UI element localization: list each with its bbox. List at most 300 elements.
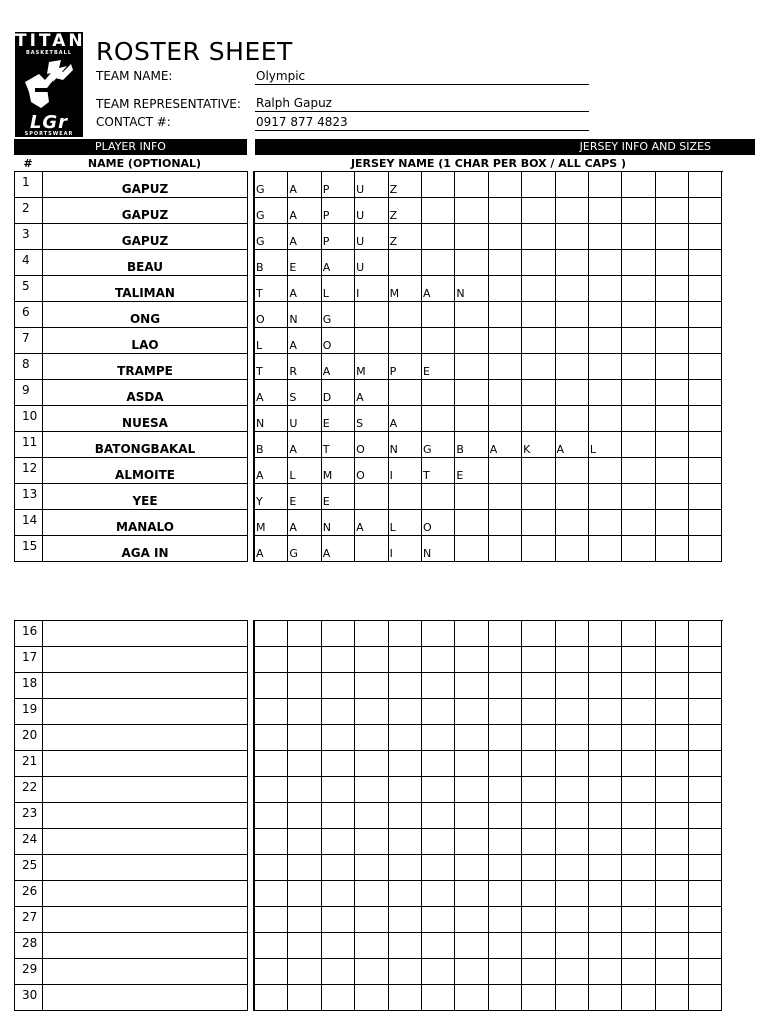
jersey-char-box[interactable] bbox=[489, 276, 522, 302]
jersey-char-box[interactable] bbox=[589, 510, 622, 536]
jersey-char-box[interactable] bbox=[622, 172, 655, 198]
jersey-char-box[interactable] bbox=[589, 907, 622, 933]
jersey-char-box[interactable] bbox=[589, 751, 622, 777]
jersey-char-box[interactable] bbox=[656, 673, 689, 699]
jersey-char-box[interactable]: T bbox=[322, 432, 355, 458]
jersey-char-box[interactable]: U bbox=[355, 224, 388, 250]
jersey-char-box[interactable] bbox=[489, 224, 522, 250]
jersey-char-box[interactable]: O bbox=[255, 302, 288, 328]
jersey-char-box[interactable] bbox=[556, 276, 589, 302]
jersey-char-box[interactable] bbox=[522, 276, 555, 302]
jersey-char-box[interactable]: P bbox=[322, 198, 355, 224]
jersey-char-box[interactable] bbox=[689, 829, 722, 855]
jersey-char-box[interactable] bbox=[622, 250, 655, 276]
player-name-cell[interactable]: ONG bbox=[43, 302, 248, 328]
player-name-cell[interactable] bbox=[43, 647, 248, 673]
jersey-char-box[interactable] bbox=[556, 536, 589, 562]
jersey-char-box[interactable] bbox=[522, 699, 555, 725]
jersey-char-box[interactable] bbox=[255, 725, 288, 751]
jersey-char-box[interactable] bbox=[422, 172, 455, 198]
player-name-cell[interactable] bbox=[43, 621, 248, 647]
jersey-char-box[interactable] bbox=[622, 907, 655, 933]
jersey-char-box[interactable] bbox=[522, 751, 555, 777]
jersey-char-box[interactable] bbox=[656, 484, 689, 510]
player-name-cell[interactable] bbox=[43, 829, 248, 855]
jersey-char-box[interactable]: U bbox=[288, 406, 321, 432]
jersey-char-box[interactable] bbox=[589, 725, 622, 751]
jersey-char-box[interactable] bbox=[589, 354, 622, 380]
jersey-char-box[interactable] bbox=[422, 751, 455, 777]
jersey-char-box[interactable] bbox=[656, 829, 689, 855]
jersey-char-box[interactable] bbox=[489, 172, 522, 198]
jersey-char-box[interactable] bbox=[389, 907, 422, 933]
jersey-char-box[interactable] bbox=[455, 406, 488, 432]
jersey-char-box[interactable] bbox=[455, 536, 488, 562]
jersey-char-box[interactable] bbox=[322, 959, 355, 985]
player-name-cell[interactable]: TRAMPE bbox=[43, 354, 248, 380]
jersey-char-box[interactable] bbox=[355, 484, 388, 510]
jersey-char-box[interactable]: Z bbox=[389, 198, 422, 224]
jersey-char-box[interactable] bbox=[622, 198, 655, 224]
jersey-char-box[interactable] bbox=[489, 881, 522, 907]
jersey-char-box[interactable]: M bbox=[389, 276, 422, 302]
jersey-char-box[interactable] bbox=[455, 328, 488, 354]
player-name-cell[interactable]: GAPUZ bbox=[43, 224, 248, 250]
jersey-char-box[interactable] bbox=[656, 803, 689, 829]
jersey-char-box[interactable] bbox=[589, 172, 622, 198]
jersey-char-box[interactable] bbox=[689, 510, 722, 536]
jersey-char-box[interactable] bbox=[322, 907, 355, 933]
jersey-char-box[interactable]: B bbox=[455, 432, 488, 458]
jersey-char-box[interactable] bbox=[556, 855, 589, 881]
jersey-char-box[interactable]: O bbox=[355, 432, 388, 458]
player-name-cell[interactable] bbox=[43, 959, 248, 985]
jersey-char-box[interactable] bbox=[455, 484, 488, 510]
player-name-cell[interactable] bbox=[43, 855, 248, 881]
jersey-char-box[interactable] bbox=[622, 881, 655, 907]
jersey-char-box[interactable]: A bbox=[255, 380, 288, 406]
jersey-char-box[interactable] bbox=[589, 224, 622, 250]
player-name-cell[interactable] bbox=[43, 803, 248, 829]
jersey-char-box[interactable]: A bbox=[288, 276, 321, 302]
jersey-char-box[interactable] bbox=[322, 647, 355, 673]
jersey-char-box[interactable] bbox=[656, 406, 689, 432]
jersey-char-box[interactable] bbox=[455, 647, 488, 673]
jersey-char-box[interactable] bbox=[288, 725, 321, 751]
jersey-char-box[interactable] bbox=[389, 647, 422, 673]
jersey-char-box[interactable] bbox=[489, 198, 522, 224]
jersey-char-box[interactable] bbox=[656, 250, 689, 276]
jersey-char-box[interactable] bbox=[522, 855, 555, 881]
jersey-char-box[interactable] bbox=[656, 458, 689, 484]
jersey-char-box[interactable] bbox=[656, 224, 689, 250]
jersey-char-box[interactable]: N bbox=[288, 302, 321, 328]
jersey-char-box[interactable] bbox=[556, 777, 589, 803]
jersey-char-box[interactable] bbox=[522, 484, 555, 510]
jersey-char-box[interactable] bbox=[522, 328, 555, 354]
jersey-char-box[interactable] bbox=[422, 829, 455, 855]
jersey-char-box[interactable] bbox=[255, 647, 288, 673]
jersey-char-box[interactable]: N bbox=[455, 276, 488, 302]
jersey-char-box[interactable] bbox=[422, 302, 455, 328]
jersey-char-box[interactable]: E bbox=[322, 406, 355, 432]
team-name-field[interactable]: Olympic bbox=[255, 69, 589, 85]
jersey-char-box[interactable] bbox=[422, 881, 455, 907]
jersey-char-box[interactable] bbox=[589, 276, 622, 302]
jersey-char-box[interactable] bbox=[489, 484, 522, 510]
jersey-char-box[interactable] bbox=[522, 803, 555, 829]
player-name-cell[interactable] bbox=[43, 777, 248, 803]
jersey-char-box[interactable] bbox=[255, 933, 288, 959]
jersey-char-box[interactable] bbox=[455, 250, 488, 276]
jersey-char-box[interactable] bbox=[589, 302, 622, 328]
jersey-char-box[interactable] bbox=[355, 777, 388, 803]
jersey-char-box[interactable] bbox=[656, 276, 689, 302]
jersey-char-box[interactable] bbox=[689, 484, 722, 510]
jersey-char-box[interactable] bbox=[489, 933, 522, 959]
player-name-cell[interactable]: BEAU bbox=[43, 250, 248, 276]
jersey-char-box[interactable] bbox=[489, 510, 522, 536]
jersey-char-box[interactable] bbox=[455, 907, 488, 933]
jersey-char-box[interactable] bbox=[489, 536, 522, 562]
jersey-char-box[interactable] bbox=[389, 803, 422, 829]
jersey-char-box[interactable] bbox=[389, 985, 422, 1011]
jersey-char-box[interactable] bbox=[689, 198, 722, 224]
jersey-char-box[interactable] bbox=[656, 881, 689, 907]
jersey-char-box[interactable] bbox=[389, 250, 422, 276]
jersey-char-box[interactable] bbox=[288, 777, 321, 803]
jersey-char-box[interactable] bbox=[556, 751, 589, 777]
jersey-char-box[interactable] bbox=[389, 725, 422, 751]
jersey-char-box[interactable] bbox=[422, 673, 455, 699]
jersey-char-box[interactable]: G bbox=[288, 536, 321, 562]
jersey-char-box[interactable] bbox=[455, 699, 488, 725]
jersey-char-box[interactable] bbox=[622, 959, 655, 985]
jersey-char-box[interactable] bbox=[422, 725, 455, 751]
jersey-char-box[interactable] bbox=[455, 224, 488, 250]
jersey-char-box[interactable] bbox=[255, 803, 288, 829]
jersey-char-box[interactable] bbox=[288, 933, 321, 959]
jersey-char-box[interactable] bbox=[355, 725, 388, 751]
jersey-char-box[interactable] bbox=[522, 907, 555, 933]
jersey-char-box[interactable] bbox=[556, 985, 589, 1011]
jersey-char-box[interactable] bbox=[556, 829, 589, 855]
jersey-char-box[interactable] bbox=[656, 907, 689, 933]
player-name-cell[interactable]: LAO bbox=[43, 328, 248, 354]
jersey-char-box[interactable]: L bbox=[288, 458, 321, 484]
jersey-char-box[interactable] bbox=[489, 328, 522, 354]
jersey-char-box[interactable] bbox=[622, 406, 655, 432]
jersey-char-box[interactable]: A bbox=[288, 328, 321, 354]
jersey-char-box[interactable] bbox=[455, 959, 488, 985]
jersey-char-box[interactable] bbox=[489, 458, 522, 484]
jersey-char-box[interactable] bbox=[322, 855, 355, 881]
jersey-char-box[interactable] bbox=[522, 458, 555, 484]
jersey-char-box[interactable] bbox=[522, 881, 555, 907]
jersey-char-box[interactable] bbox=[455, 725, 488, 751]
jersey-char-box[interactable] bbox=[422, 380, 455, 406]
jersey-char-box[interactable] bbox=[622, 699, 655, 725]
jersey-char-box[interactable]: A bbox=[355, 380, 388, 406]
jersey-char-box[interactable] bbox=[489, 985, 522, 1011]
jersey-char-box[interactable] bbox=[455, 751, 488, 777]
jersey-char-box[interactable]: Z bbox=[389, 172, 422, 198]
jersey-char-box[interactable]: A bbox=[288, 224, 321, 250]
jersey-char-box[interactable] bbox=[389, 484, 422, 510]
jersey-char-box[interactable]: R bbox=[288, 354, 321, 380]
jersey-char-box[interactable] bbox=[489, 751, 522, 777]
jersey-char-box[interactable] bbox=[689, 699, 722, 725]
jersey-char-box[interactable] bbox=[522, 933, 555, 959]
jersey-char-box[interactable] bbox=[422, 328, 455, 354]
jersey-char-box[interactable] bbox=[622, 647, 655, 673]
jersey-char-box[interactable] bbox=[556, 328, 589, 354]
jersey-char-box[interactable] bbox=[522, 380, 555, 406]
jersey-char-box[interactable]: I bbox=[389, 458, 422, 484]
jersey-char-box[interactable]: U bbox=[355, 250, 388, 276]
jersey-char-box[interactable]: N bbox=[422, 536, 455, 562]
jersey-char-box[interactable] bbox=[622, 985, 655, 1011]
jersey-char-box[interactable] bbox=[322, 777, 355, 803]
jersey-char-box[interactable] bbox=[389, 777, 422, 803]
jersey-char-box[interactable] bbox=[656, 302, 689, 328]
jersey-char-box[interactable]: E bbox=[422, 354, 455, 380]
jersey-char-box[interactable] bbox=[288, 829, 321, 855]
player-name-cell[interactable]: GAPUZ bbox=[43, 172, 248, 198]
jersey-char-box[interactable] bbox=[522, 302, 555, 328]
jersey-char-box[interactable] bbox=[622, 432, 655, 458]
jersey-char-box[interactable]: G bbox=[255, 172, 288, 198]
jersey-char-box[interactable] bbox=[522, 172, 555, 198]
jersey-char-box[interactable] bbox=[622, 458, 655, 484]
jersey-char-box[interactable] bbox=[589, 933, 622, 959]
jersey-char-box[interactable] bbox=[622, 621, 655, 647]
jersey-char-box[interactable] bbox=[489, 647, 522, 673]
jersey-char-box[interactable] bbox=[589, 673, 622, 699]
jersey-char-box[interactable] bbox=[589, 829, 622, 855]
jersey-char-box[interactable] bbox=[455, 777, 488, 803]
contact-field[interactable]: 0917 877 4823 bbox=[255, 115, 589, 131]
jersey-char-box[interactable] bbox=[489, 250, 522, 276]
jersey-char-box[interactable] bbox=[556, 406, 589, 432]
jersey-char-box[interactable] bbox=[389, 933, 422, 959]
jersey-char-box[interactable] bbox=[355, 855, 388, 881]
jersey-char-box[interactable] bbox=[689, 725, 722, 751]
jersey-char-box[interactable] bbox=[556, 621, 589, 647]
jersey-char-box[interactable] bbox=[656, 751, 689, 777]
jersey-char-box[interactable] bbox=[589, 328, 622, 354]
jersey-char-box[interactable] bbox=[689, 751, 722, 777]
jersey-char-box[interactable]: A bbox=[288, 510, 321, 536]
jersey-char-box[interactable] bbox=[556, 647, 589, 673]
jersey-char-box[interactable] bbox=[589, 250, 622, 276]
jersey-char-box[interactable] bbox=[489, 959, 522, 985]
jersey-char-box[interactable]: A bbox=[288, 198, 321, 224]
jersey-char-box[interactable] bbox=[288, 647, 321, 673]
jersey-char-box[interactable] bbox=[689, 328, 722, 354]
jersey-char-box[interactable] bbox=[322, 933, 355, 959]
jersey-char-box[interactable]: M bbox=[255, 510, 288, 536]
jersey-char-box[interactable] bbox=[656, 354, 689, 380]
jersey-char-box[interactable] bbox=[589, 803, 622, 829]
jersey-char-box[interactable] bbox=[656, 432, 689, 458]
jersey-char-box[interactable] bbox=[622, 484, 655, 510]
jersey-char-box[interactable]: E bbox=[288, 250, 321, 276]
jersey-char-box[interactable] bbox=[355, 302, 388, 328]
jersey-char-box[interactable] bbox=[689, 777, 722, 803]
jersey-char-box[interactable]: P bbox=[322, 224, 355, 250]
jersey-char-box[interactable] bbox=[355, 751, 388, 777]
jersey-char-box[interactable] bbox=[422, 803, 455, 829]
jersey-char-box[interactable] bbox=[589, 406, 622, 432]
jersey-char-box[interactable] bbox=[422, 855, 455, 881]
jersey-char-box[interactable]: O bbox=[422, 510, 455, 536]
jersey-char-box[interactable]: Z bbox=[389, 224, 422, 250]
jersey-char-box[interactable] bbox=[522, 621, 555, 647]
jersey-char-box[interactable] bbox=[355, 803, 388, 829]
jersey-char-box[interactable] bbox=[589, 536, 622, 562]
jersey-char-box[interactable]: I bbox=[355, 276, 388, 302]
jersey-char-box[interactable] bbox=[522, 985, 555, 1011]
jersey-char-box[interactable] bbox=[556, 250, 589, 276]
jersey-char-box[interactable] bbox=[489, 302, 522, 328]
jersey-char-box[interactable]: D bbox=[322, 380, 355, 406]
jersey-char-box[interactable] bbox=[422, 959, 455, 985]
jersey-char-box[interactable] bbox=[589, 647, 622, 673]
jersey-char-box[interactable]: O bbox=[355, 458, 388, 484]
jersey-char-box[interactable]: P bbox=[389, 354, 422, 380]
jersey-char-box[interactable] bbox=[622, 380, 655, 406]
jersey-char-box[interactable] bbox=[656, 855, 689, 881]
player-name-cell[interactable]: BATONGBAKAL bbox=[43, 432, 248, 458]
jersey-char-box[interactable] bbox=[689, 647, 722, 673]
jersey-char-box[interactable] bbox=[288, 959, 321, 985]
jersey-char-box[interactable] bbox=[656, 328, 689, 354]
jersey-char-box[interactable]: P bbox=[322, 172, 355, 198]
jersey-char-box[interactable] bbox=[556, 699, 589, 725]
jersey-char-box[interactable] bbox=[589, 985, 622, 1011]
jersey-char-box[interactable] bbox=[288, 751, 321, 777]
jersey-char-box[interactable] bbox=[622, 803, 655, 829]
jersey-char-box[interactable] bbox=[689, 933, 722, 959]
jersey-char-box[interactable] bbox=[355, 673, 388, 699]
jersey-char-box[interactable] bbox=[455, 621, 488, 647]
jersey-char-box[interactable]: L bbox=[589, 432, 622, 458]
jersey-char-box[interactable] bbox=[355, 985, 388, 1011]
jersey-char-box[interactable] bbox=[489, 621, 522, 647]
jersey-char-box[interactable] bbox=[255, 985, 288, 1011]
jersey-char-box[interactable] bbox=[522, 647, 555, 673]
jersey-char-box[interactable]: A bbox=[556, 432, 589, 458]
jersey-char-box[interactable] bbox=[455, 933, 488, 959]
jersey-char-box[interactable] bbox=[455, 829, 488, 855]
jersey-char-box[interactable] bbox=[489, 699, 522, 725]
jersey-char-box[interactable] bbox=[556, 302, 589, 328]
jersey-char-box[interactable] bbox=[422, 699, 455, 725]
jersey-char-box[interactable] bbox=[322, 725, 355, 751]
jersey-char-box[interactable]: A bbox=[255, 536, 288, 562]
jersey-char-box[interactable]: L bbox=[255, 328, 288, 354]
jersey-char-box[interactable] bbox=[422, 985, 455, 1011]
jersey-char-box[interactable] bbox=[389, 673, 422, 699]
jersey-char-box[interactable] bbox=[556, 803, 589, 829]
jersey-char-box[interactable] bbox=[288, 881, 321, 907]
jersey-char-box[interactable] bbox=[656, 621, 689, 647]
jersey-char-box[interactable]: A bbox=[489, 432, 522, 458]
jersey-char-box[interactable]: Y bbox=[255, 484, 288, 510]
jersey-char-box[interactable] bbox=[422, 224, 455, 250]
jersey-char-box[interactable] bbox=[522, 536, 555, 562]
jersey-char-box[interactable]: G bbox=[255, 198, 288, 224]
jersey-char-box[interactable] bbox=[389, 302, 422, 328]
jersey-char-box[interactable]: E bbox=[455, 458, 488, 484]
jersey-char-box[interactable] bbox=[622, 855, 655, 881]
jersey-char-box[interactable]: N bbox=[322, 510, 355, 536]
jersey-char-box[interactable] bbox=[288, 985, 321, 1011]
jersey-char-box[interactable] bbox=[689, 985, 722, 1011]
jersey-char-box[interactable] bbox=[689, 803, 722, 829]
jersey-char-box[interactable] bbox=[689, 881, 722, 907]
jersey-char-box[interactable] bbox=[455, 354, 488, 380]
jersey-char-box[interactable] bbox=[455, 380, 488, 406]
jersey-char-box[interactable]: I bbox=[389, 536, 422, 562]
jersey-char-box[interactable] bbox=[689, 458, 722, 484]
jersey-char-box[interactable] bbox=[489, 803, 522, 829]
jersey-char-box[interactable] bbox=[656, 933, 689, 959]
jersey-char-box[interactable] bbox=[656, 510, 689, 536]
jersey-char-box[interactable]: A bbox=[355, 510, 388, 536]
jersey-char-box[interactable]: B bbox=[255, 432, 288, 458]
jersey-char-box[interactable] bbox=[689, 172, 722, 198]
jersey-char-box[interactable] bbox=[489, 725, 522, 751]
jersey-char-box[interactable]: A bbox=[288, 172, 321, 198]
jersey-char-box[interactable] bbox=[322, 985, 355, 1011]
jersey-char-box[interactable] bbox=[522, 250, 555, 276]
jersey-char-box[interactable] bbox=[622, 751, 655, 777]
jersey-char-box[interactable] bbox=[522, 198, 555, 224]
player-name-cell[interactable] bbox=[43, 673, 248, 699]
jersey-char-box[interactable] bbox=[288, 673, 321, 699]
jersey-char-box[interactable] bbox=[656, 725, 689, 751]
player-name-cell[interactable]: ALMOITE bbox=[43, 458, 248, 484]
jersey-char-box[interactable] bbox=[622, 673, 655, 699]
jersey-char-box[interactable] bbox=[489, 855, 522, 881]
jersey-char-box[interactable] bbox=[422, 484, 455, 510]
jersey-char-box[interactable] bbox=[422, 250, 455, 276]
jersey-char-box[interactable] bbox=[622, 510, 655, 536]
jersey-char-box[interactable] bbox=[689, 224, 722, 250]
jersey-char-box[interactable] bbox=[255, 855, 288, 881]
player-name-cell[interactable] bbox=[43, 881, 248, 907]
jersey-char-box[interactable] bbox=[255, 829, 288, 855]
jersey-char-box[interactable] bbox=[355, 699, 388, 725]
jersey-char-box[interactable] bbox=[589, 777, 622, 803]
jersey-char-box[interactable]: T bbox=[255, 276, 288, 302]
jersey-char-box[interactable] bbox=[255, 959, 288, 985]
jersey-char-box[interactable] bbox=[622, 933, 655, 959]
jersey-char-box[interactable] bbox=[322, 803, 355, 829]
jersey-char-box[interactable] bbox=[455, 803, 488, 829]
jersey-char-box[interactable] bbox=[689, 250, 722, 276]
jersey-char-box[interactable] bbox=[422, 647, 455, 673]
player-name-cell[interactable] bbox=[43, 985, 248, 1011]
jersey-char-box[interactable] bbox=[656, 198, 689, 224]
jersey-char-box[interactable] bbox=[556, 881, 589, 907]
jersey-char-box[interactable] bbox=[689, 354, 722, 380]
jersey-char-box[interactable] bbox=[322, 621, 355, 647]
jersey-char-box[interactable] bbox=[355, 647, 388, 673]
jersey-char-box[interactable] bbox=[322, 673, 355, 699]
